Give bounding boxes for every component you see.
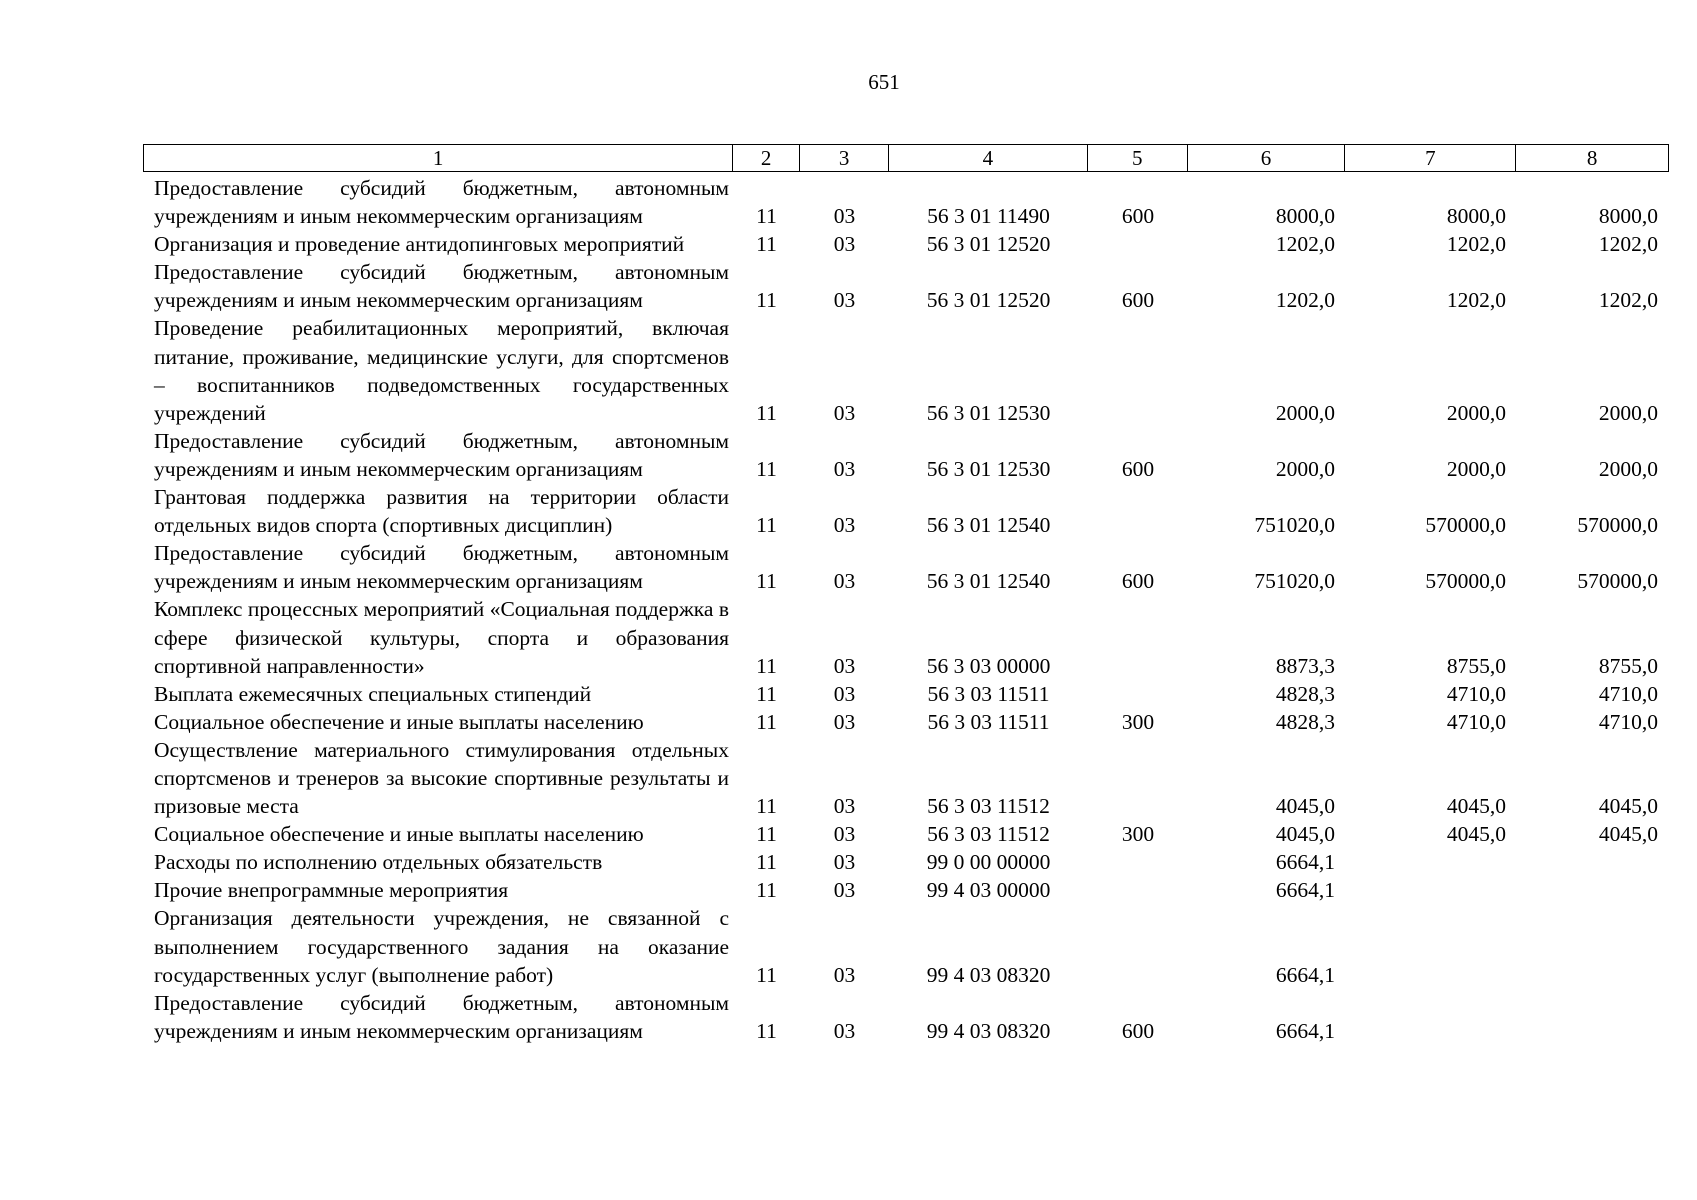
item-name: Социальное обеспечение и иные выплаты населению: [154, 709, 644, 734]
subsection-code: 03: [833, 653, 856, 678]
amount-col-6: 4828,3: [1275, 709, 1335, 734]
section-code: 11: [756, 878, 777, 903]
column-header-5: 5: [1088, 145, 1188, 171]
amount-col-6: 6664,1: [1275, 878, 1335, 903]
target-article-code: 99 4 03 08320: [926, 1018, 1051, 1043]
section-code: 11: [756, 456, 777, 481]
table-row: [143, 989, 1669, 1045]
table-row: [143, 230, 1669, 258]
amount-col-7: 4710,0: [1446, 681, 1506, 706]
section-code: 11: [756, 850, 777, 875]
amount-col-6: 4045,0: [1275, 822, 1335, 847]
table-row: [143, 258, 1669, 314]
item-name: Расходы по исполнению отдельных обязательств: [154, 850, 603, 875]
target-article-code: 99 4 03 08320: [926, 962, 1051, 987]
item-name: Выплата ежемесячных специальных стипендий: [154, 681, 592, 706]
target-article-code: 56 3 01 12520: [926, 288, 1051, 313]
item-name: Комплекс процессных мероприятий «Социальная поддержка в сфере физической культуры, спорта и образования спортивной направленности»: [154, 597, 729, 678]
subsection-code: 03: [833, 204, 856, 229]
amount-col-8: 2000,0: [1598, 400, 1658, 425]
amount-col-6: 8873,3: [1275, 653, 1335, 678]
expense-type-code: 600: [1121, 1018, 1155, 1043]
section-code: 11: [756, 204, 777, 229]
amount-col-7: 8000,0: [1446, 204, 1506, 229]
amount-col-8: 4045,0: [1598, 794, 1658, 819]
amount-col-6: 8000,0: [1275, 204, 1335, 229]
expense-type-code: 600: [1121, 456, 1155, 481]
table-body: [143, 174, 1669, 1045]
subsection-code: 03: [833, 400, 856, 425]
section-code: 11: [756, 288, 777, 313]
item-name: Предоставление субсидий бюджетным, автономным учреждениям и иным некоммерческим организациям: [154, 260, 729, 313]
amount-col-6: 751020,0: [1254, 513, 1335, 538]
amount-col-7: 1202,0: [1446, 232, 1506, 257]
expense-type-code: 300: [1121, 822, 1155, 847]
item-name: Социальное обеспечение и иные выплаты населению: [154, 822, 644, 847]
amount-col-6: 751020,0: [1254, 569, 1335, 594]
target-article-code: 56 3 01 12520: [926, 232, 1051, 257]
amount-col-8: 2000,0: [1598, 456, 1658, 481]
subsection-code: 03: [833, 794, 856, 819]
column-header-6: 6: [1188, 145, 1346, 171]
subsection-code: 03: [833, 709, 856, 734]
column-header-7: 7: [1345, 145, 1516, 171]
section-code: 11: [756, 822, 777, 847]
section-code: 11: [756, 653, 777, 678]
table-row: [143, 314, 1669, 426]
target-article-code: 99 4 03 00000: [926, 878, 1051, 903]
table-header: [143, 144, 1669, 172]
amount-col-6: 1202,0: [1275, 288, 1335, 313]
amount-col-6: 6664,1: [1275, 1018, 1335, 1043]
amount-col-8: 570000,0: [1577, 569, 1658, 594]
subsection-code: 03: [833, 1018, 856, 1043]
subsection-code: 03: [833, 456, 856, 481]
column-header-4: 4: [889, 145, 1088, 171]
table-row: [143, 680, 1669, 708]
section-code: 11: [756, 681, 777, 706]
table-row: [143, 174, 1669, 230]
subsection-code: 03: [833, 681, 856, 706]
amount-col-7: 2000,0: [1446, 456, 1506, 481]
amount-col-7: 1202,0: [1446, 288, 1506, 313]
subsection-code: 03: [833, 962, 856, 987]
target-article-code: 56 3 03 11511: [927, 709, 1050, 734]
subsection-code: 03: [833, 878, 856, 903]
amount-col-6: 2000,0: [1275, 400, 1335, 425]
item-name: Предоставление субсидий бюджетным, автономным учреждениям и иным некоммерческим организациям: [154, 176, 729, 229]
section-code: 11: [756, 1018, 777, 1043]
amount-col-6: 4828,3: [1275, 681, 1335, 706]
amount-col-7: 4045,0: [1446, 822, 1506, 847]
amount-col-6: 6664,1: [1275, 962, 1335, 987]
subsection-code: 03: [833, 569, 856, 594]
table-row: [143, 595, 1669, 679]
section-code: 11: [756, 513, 777, 538]
section-code: 11: [756, 400, 777, 425]
amount-col-8: 4710,0: [1598, 681, 1658, 706]
item-name: Осуществление материального стимулирования отдельных спортсменов и тренеров за высокие спортивные результаты и призовые места: [154, 737, 729, 819]
subsection-code: 03: [833, 288, 856, 313]
item-name: Предоставление субсидий бюджетным, автономным учреждениям и иным некоммерческим организациям: [154, 541, 729, 594]
expense-type-code: 600: [1121, 569, 1155, 594]
subsection-code: 03: [833, 513, 856, 538]
table-row: [143, 427, 1669, 483]
table-row: [143, 876, 1669, 904]
amount-col-8: 1202,0: [1598, 232, 1658, 257]
section-code: 11: [756, 569, 777, 594]
amount-col-6: 1202,0: [1275, 232, 1335, 257]
section-code: 11: [756, 709, 777, 734]
target-article-code: 56 3 01 12530: [926, 400, 1051, 425]
amount-col-7: 8755,0: [1446, 653, 1506, 678]
table-row: [143, 736, 1669, 820]
target-article-code: 56 3 03 11512: [927, 794, 1050, 819]
section-code: 11: [756, 794, 777, 819]
amount-col-7: 4045,0: [1446, 794, 1506, 819]
item-name: Предоставление субсидий бюджетным, автономным учреждениям и иным некоммерческим организациям: [154, 990, 729, 1043]
expense-type-code: 600: [1121, 204, 1155, 229]
target-article-code: 56 3 01 12540: [926, 513, 1051, 538]
section-code: 11: [756, 962, 777, 987]
subsection-code: 03: [833, 232, 856, 257]
amount-col-8: 8755,0: [1598, 653, 1658, 678]
subsection-code: 03: [833, 850, 856, 875]
item-name: Прочие внепрограммные мероприятия: [154, 878, 509, 903]
amount-col-8: 1202,0: [1598, 288, 1658, 313]
amount-col-7: 570000,0: [1425, 569, 1506, 594]
item-name: Грантовая поддержка развития на территории области отдельных видов спорта (спортивных дисциплин): [154, 485, 729, 538]
expense-type-code: 600: [1121, 288, 1155, 313]
table-row: [143, 483, 1669, 539]
amount-col-7: 4710,0: [1446, 709, 1506, 734]
table-row: [143, 904, 1669, 988]
table-row: [143, 708, 1669, 736]
amount-col-7: 2000,0: [1446, 400, 1506, 425]
target-article-code: 56 3 03 11511: [927, 681, 1050, 706]
expense-type-code: 300: [1121, 709, 1155, 734]
column-header-3: 3: [800, 145, 889, 171]
target-article-code: 56 3 01 12540: [926, 569, 1051, 594]
target-article-code: 99 0 00 00000: [926, 850, 1051, 875]
amount-col-8: 8000,0: [1598, 204, 1658, 229]
section-code: 11: [756, 232, 777, 257]
amount-col-8: 4045,0: [1598, 822, 1658, 847]
page-number: 651: [868, 70, 900, 94]
column-header-2: 2: [733, 145, 800, 171]
amount-col-7: 570000,0: [1425, 513, 1506, 538]
amount-col-6: 2000,0: [1275, 456, 1335, 481]
amount-col-6: 4045,0: [1275, 794, 1335, 819]
table-row: [143, 539, 1669, 595]
column-header-1: 1: [144, 145, 733, 171]
target-article-code: 56 3 03 11512: [927, 822, 1050, 847]
item-name: Организация и проведение антидопинговых мероприятий: [154, 232, 685, 257]
table-row: [143, 848, 1669, 876]
subsection-code: 03: [833, 822, 856, 847]
target-article-code: 56 3 01 12530: [926, 456, 1051, 481]
amount-col-8: 4710,0: [1598, 709, 1658, 734]
item-name: Проведение реабилитационных мероприятий, включая питание, проживание, медицинские услуги, для спортсменов – воспитанников подведомственных государственных учреждений: [154, 316, 729, 425]
target-article-code: 56 3 01 11490: [927, 204, 1050, 229]
column-header-8: 8: [1586, 146, 1598, 170]
amount-col-8: 570000,0: [1577, 513, 1658, 538]
amount-col-6: 6664,1: [1275, 850, 1335, 875]
item-name: Предоставление субсидий бюджетным, автономным учреждениям и иным некоммерческим организациям: [154, 428, 729, 481]
table-row: [143, 820, 1669, 848]
item-name: Организация деятельности учреждения, не связанной с выполнением государственного задания на оказание государственных услуг (выполнение работ): [154, 906, 729, 987]
target-article-code: 56 3 03 00000: [926, 653, 1051, 678]
